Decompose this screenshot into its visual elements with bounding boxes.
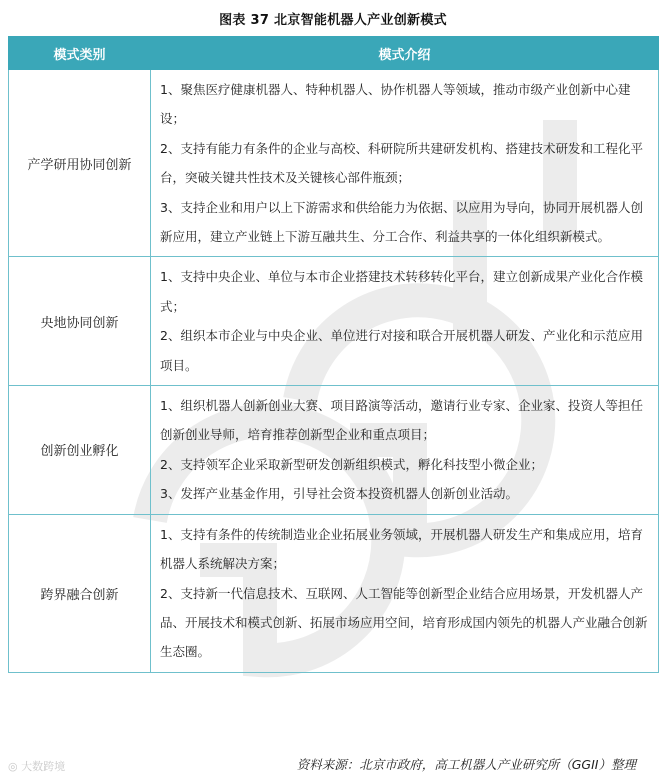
mode-category: 产学研用协同创新 xyxy=(9,70,151,257)
table-header-row xyxy=(9,37,659,70)
description-item: 3、支持企业和用户以上下游需求和供给能力为依据、以应用为导向，协同开展机器人创新应用，建立产业链上下游互融共生、分工合作、利益共享的一体化组织新模式。 xyxy=(160,199,643,245)
logo-text: 大数跨境 xyxy=(21,760,66,773)
mode-category: 创新创业孵化 xyxy=(9,386,151,515)
table-row xyxy=(9,257,659,386)
description-item: 3、发挥产业基金作用，引导社会资本投资机器人创新创业活动。 xyxy=(160,486,518,502)
corner-logo xyxy=(8,758,65,774)
table-row xyxy=(9,386,659,515)
description-item: 1、组织机器人创新创业大赛、项目路演等活动，邀请行业专家、企业家、投资人等担任创新创业导师，培育推荐创新型企业和重点项目； xyxy=(160,398,643,443)
figure-title: 图表 37 北京智能机器人产业创新模式 xyxy=(219,13,447,28)
description-item: 1、聚焦医疗健康机器人、特种机器人、协作机器人等领域，推动市级产业创新中心建设； xyxy=(160,82,631,127)
description-item: 2、组织本市企业与中央企业、单位进行对接和联合开展机器人研发、产业化和示范应用项目。 xyxy=(160,328,643,373)
description-item: 1、支持中央企业、单位与本市企业搭建技术转移转化平台，建立创新成果产业化合作模式； xyxy=(160,269,643,314)
description-item: 1、支持有条件的传统制造业企业拓展业务领域，开展机器人研发生产和集成应用，培育机器人系统解决方案； xyxy=(160,526,643,572)
table-row xyxy=(9,70,659,257)
source-note: 资料来源：北京市政府，高工机器人产业研究所（GGII）整理 xyxy=(296,757,636,772)
innovation-mode-table xyxy=(8,36,659,673)
mode-description xyxy=(151,257,659,386)
table-row xyxy=(9,514,659,672)
description-item: 2、支持有能力有条件的企业与高校、科研院所共建研发机构、搭建技术研发和工程化平台，突破关键共性技术及关键核心部件瓶颈； xyxy=(160,140,643,186)
mode-description xyxy=(151,386,659,515)
header-mode-description: 模式介绍 xyxy=(151,37,659,70)
mode-description xyxy=(151,70,659,257)
description-item: 2、支持新一代信息技术、互联网、人工智能等创新型企业结合应用场景，开发机器人产品、开展技术和模式创新、拓展市场应用空间，培育形成国内领先的机器人产业融合创新生态圈。 xyxy=(160,585,648,660)
header-mode-category: 模式类别 xyxy=(9,37,151,70)
description-item: 2、支持领军企业采取新型研发创新组织模式，孵化科技型小微企业； xyxy=(160,456,543,472)
mode-description xyxy=(151,514,659,672)
mode-category: 跨界融合创新 xyxy=(9,514,151,672)
logo-icon: ◎ xyxy=(8,760,18,773)
mode-category: 央地协同创新 xyxy=(9,257,151,386)
